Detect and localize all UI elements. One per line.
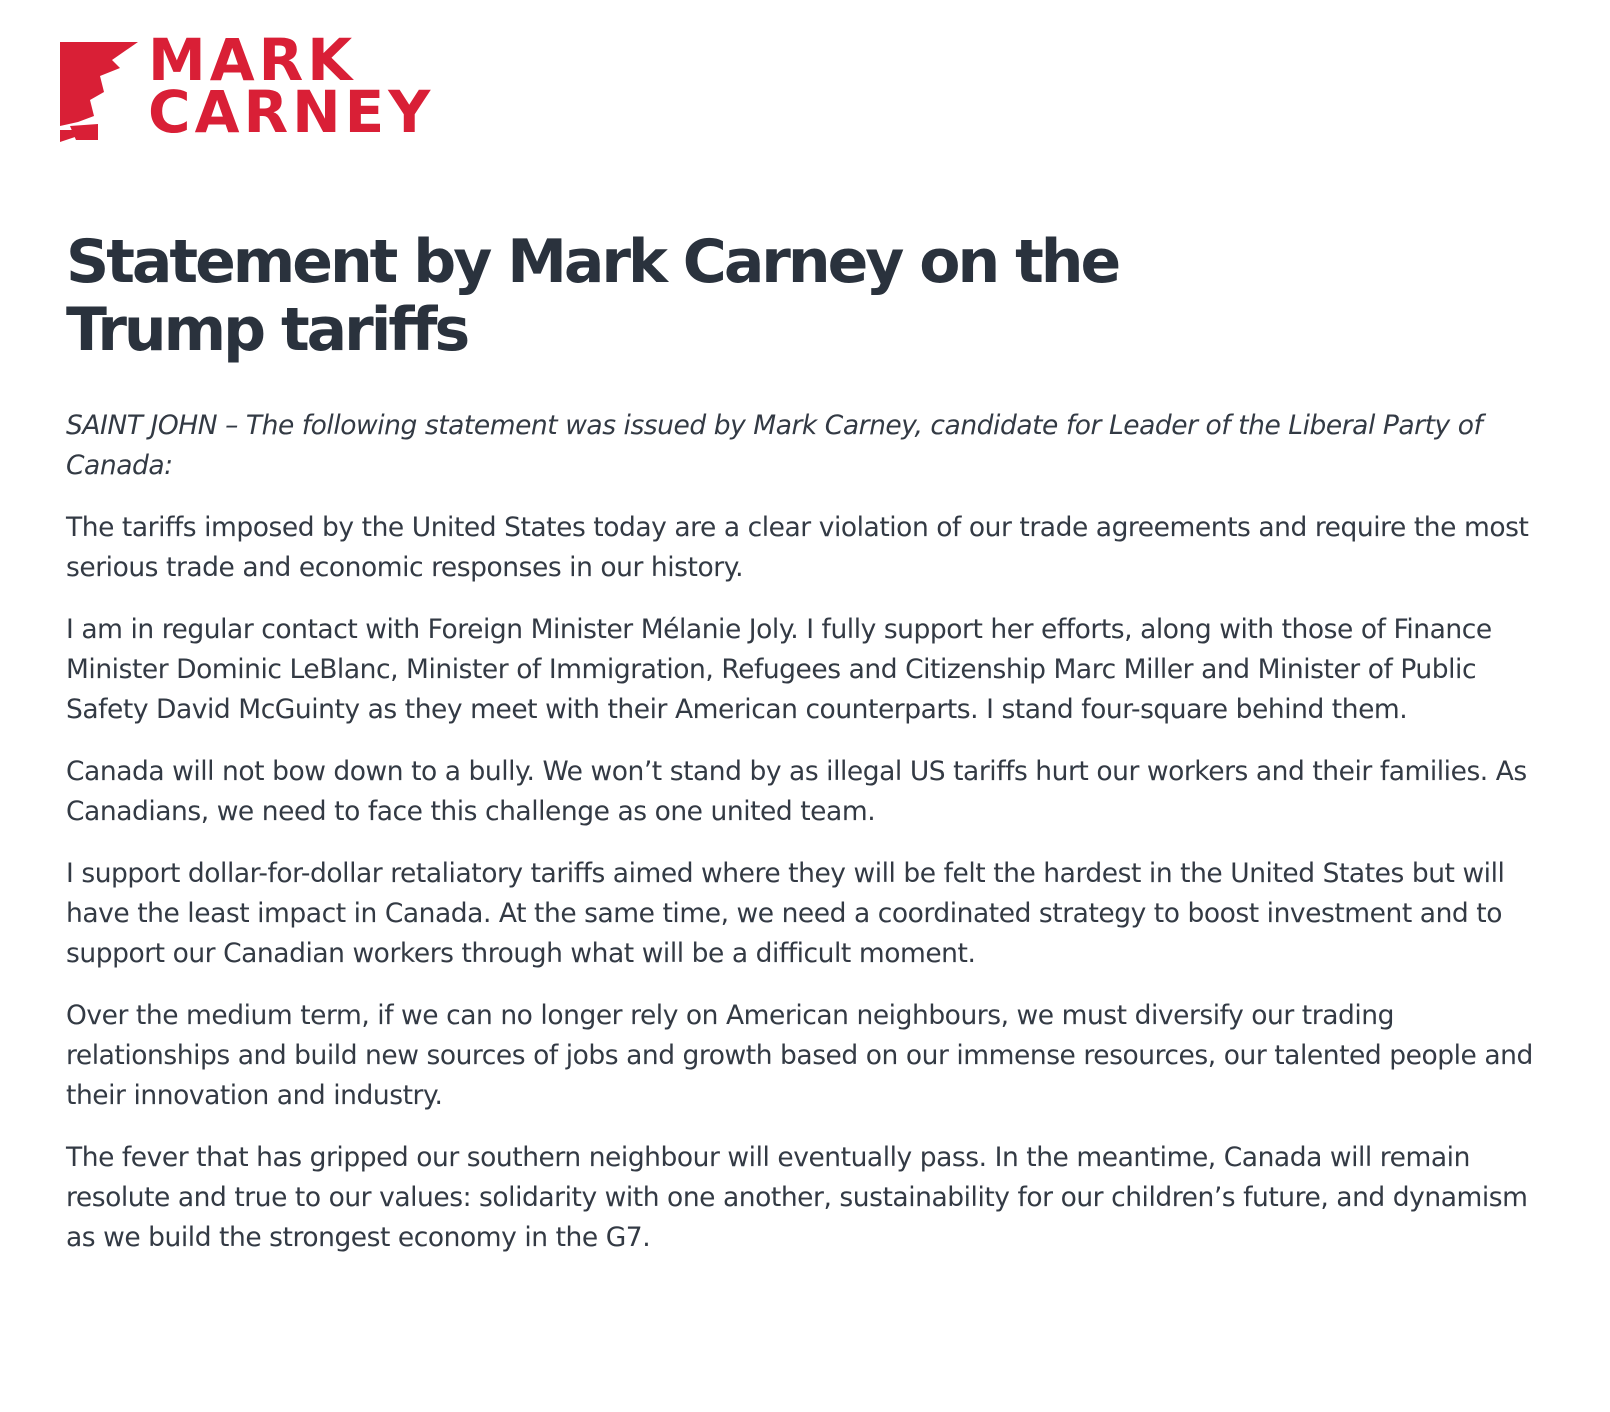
paragraph-3: Canada will not bow down to a bully. We won’t stand by as illegal US tariffs hurt our workers and their families. As Canadians, we need to face this challenge as one united team. bbox=[66, 756, 1527, 827]
statement-body bbox=[66, 406, 1546, 1280]
logo-line-1: MARK bbox=[148, 26, 357, 94]
paragraph-6: The fever that has gripped our southern neighbour will eventually pass. In the meantime, Canada will remain resolute and true to our values: solidarity with one another, sustainability for our children’s future, and dynamism as we build the strongest economy in the G7. bbox=[66, 1142, 1528, 1253]
paragraph-4: I support dollar-for-dollar retaliatory tariffs aimed where they will be felt the hardest in the United States but will have the least impact in Canada. At the same time, we need a coordinated strategy to boost investment and to support our Canadian workers through what will be a difficult moment. bbox=[66, 858, 1505, 969]
logo-wordmark bbox=[148, 26, 435, 146]
paragraph-1: The tariffs imposed by the United States today are a clear violation of our trade agreements and require the most serious trade and economic responses in our history. bbox=[66, 512, 1529, 583]
paragraph-2: I am in regular contact with Foreign Minister Mélanie Joly. I fully support her efforts, along with those of Finance Minister Dominic LeBlanc, Minister of Immigration, Refugees and Citizenship Marc Miller and Minister of Public Safety David McGuinty as they meet with their American counterparts. I stand four-square behind them. bbox=[66, 614, 1492, 725]
page-title: Statement by Mark Carney on the Trump tariffs bbox=[66, 227, 1119, 365]
maple-leaf-logo-icon bbox=[60, 42, 140, 144]
logo-line-2: CARNEY bbox=[148, 78, 435, 146]
dateline-intro: SAINT JOHN – The following statement was issued by Mark Carney, candidate for Leader of the Liberal Party of Canada: bbox=[66, 410, 1483, 481]
logo bbox=[60, 26, 440, 146]
paragraph-5: Over the medium term, if we can no longer rely on American neighbours, we must diversify our trading relationships and build new sources of jobs and growth based on our immense resources, our talented people and their innovation and industry. bbox=[66, 1000, 1533, 1111]
